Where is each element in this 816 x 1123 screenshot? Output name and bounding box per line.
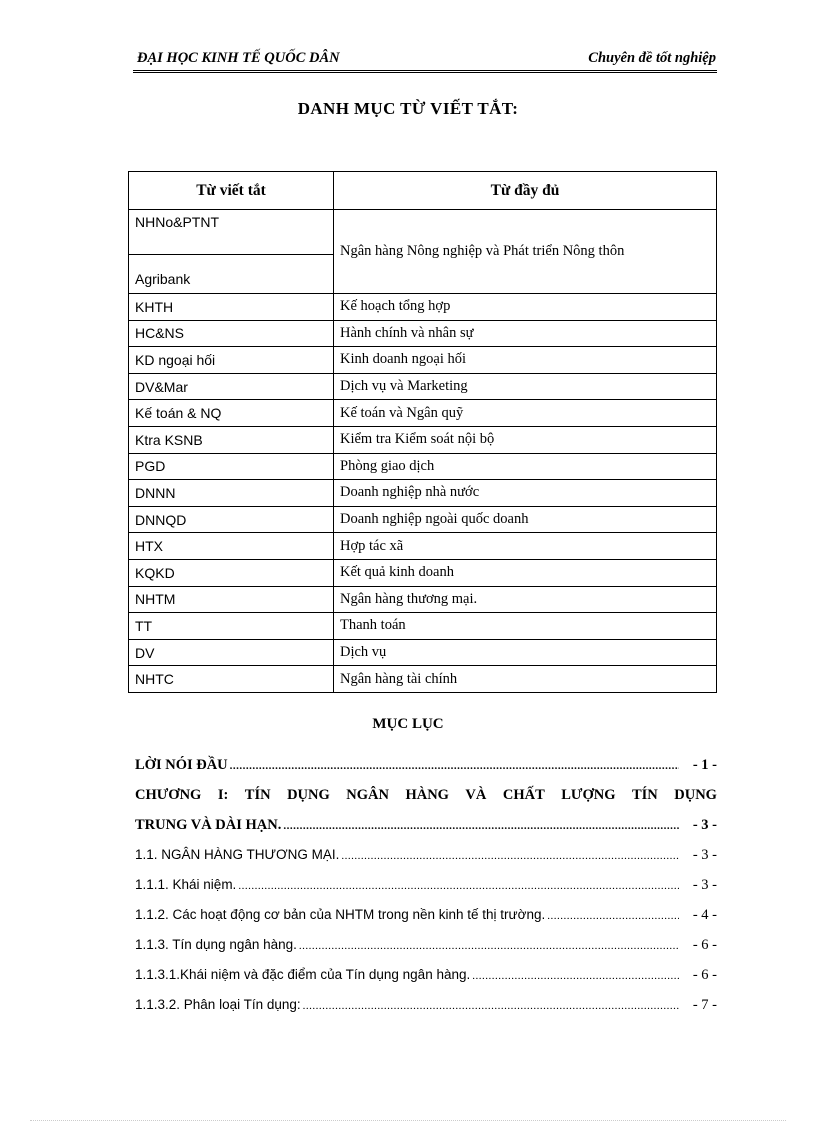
toc-entry-page: - 7 - — [692, 997, 717, 1013]
toc-chapter-word: HÀNG — [405, 787, 449, 803]
full-cell: Ngân hàng thương mại. — [334, 586, 717, 613]
table-row — [129, 400, 717, 427]
full-cell: Dịch vụ — [334, 639, 717, 666]
table-row — [129, 426, 717, 453]
toc-title: MỤC LỤC — [372, 716, 444, 732]
abbr-cell: KD ngoại hối — [129, 347, 334, 374]
toc-chapter-word: TÍN — [244, 787, 271, 803]
toc-entry[interactable] — [135, 900, 717, 930]
table-row — [129, 506, 717, 533]
page-title: DANH MỤC TỪ VIẾT TẮT: — [297, 99, 519, 118]
header-university: ĐẠI HỌC KINH TẾ QUỐC DÂN — [137, 50, 340, 66]
toc-entry-page: - 6 - — [692, 967, 717, 983]
full-cell: Phòng giao dịch — [334, 453, 717, 480]
table-of-contents — [135, 750, 717, 1020]
table-row — [129, 320, 717, 347]
abbr-cell: DNNN — [129, 480, 334, 507]
abbr-cell: TT — [129, 613, 334, 640]
header-document-type: Chuyên đề tốt nghiệp — [588, 50, 716, 66]
toc-chapter-word: CHƯƠNG — [135, 787, 202, 803]
abbr-cell: Agribank — [129, 255, 334, 294]
table-header-row — [129, 172, 717, 210]
table-row — [129, 533, 717, 560]
toc-entry-text: 1.1. NGÂN HÀNG THƯƠNG MẠI. — [135, 847, 340, 862]
toc-leader — [303, 991, 679, 1021]
table-row — [129, 373, 717, 400]
toc-leader — [547, 901, 679, 931]
toc-leader — [341, 841, 679, 871]
header-rule — [133, 70, 717, 73]
abbr-cell: NHTC — [129, 666, 334, 693]
table-row — [129, 666, 717, 693]
full-cell: Hành chính và nhân sự — [334, 320, 717, 347]
full-cell: Hợp tác xã — [334, 533, 717, 560]
toc-entry[interactable] — [135, 750, 717, 780]
toc-entry-text: 1.1.3. Tín dụng ngân hàng. — [135, 937, 297, 952]
toc-entry-text: TRUNG VÀ DÀI HẠN. — [135, 817, 282, 833]
toc-chapter-word: LƯỢNG — [561, 787, 616, 803]
abbr-cell: NHNo&PTNT — [129, 210, 334, 255]
toc-chapter-heading[interactable] — [135, 780, 717, 810]
full-cell: Dịch vụ và Marketing — [334, 373, 717, 400]
abbr-cell: Ktra KSNB — [129, 426, 334, 453]
full-cell: Ngân hàng tài chính — [334, 666, 717, 693]
toc-chapter-word: DỤNG — [287, 787, 330, 803]
full-cell: Kế hoạch tổng hợp — [334, 294, 717, 321]
full-cell: Thanh toán — [334, 613, 717, 640]
toc-entry-page: - 1 - — [692, 757, 717, 773]
toc-chapter-word: DỤNG — [674, 787, 717, 803]
toc-entry[interactable] — [135, 870, 717, 900]
toc-leader — [472, 961, 679, 991]
toc-entry-text: 1.1.3.2. Phân loại Tín dụng: — [135, 997, 301, 1012]
abbr-cell: KHTH — [129, 294, 334, 321]
toc-entry[interactable] — [135, 840, 717, 870]
toc-entry[interactable] — [135, 990, 717, 1020]
toc-leader — [230, 751, 679, 781]
abbr-cell: NHTM — [129, 586, 334, 613]
full-cell: Kiểm tra Kiểm soát nội bộ — [334, 426, 717, 453]
abbr-cell: DNNQD — [129, 506, 334, 533]
full-cell: Kế toán và Ngân quỹ — [334, 400, 717, 427]
footer-rule — [30, 1120, 786, 1121]
table-row — [129, 347, 717, 374]
abbreviation-table — [128, 171, 717, 693]
abbr-cell: Kế toán & NQ — [129, 400, 334, 427]
toc-entry-page: - 6 - — [692, 937, 717, 953]
full-cell: Kinh doanh ngoại hối — [334, 347, 717, 374]
toc-entry-text: LỜI NÓI ĐẦU — [135, 757, 228, 773]
toc-entry[interactable] — [135, 960, 717, 990]
toc-chapter-word: I: — [217, 787, 229, 803]
abbr-cell: PGD — [129, 453, 334, 480]
toc-entry-page: - 3 - — [692, 817, 717, 833]
table-row — [129, 210, 717, 255]
table-row — [129, 453, 717, 480]
toc-leader — [299, 931, 679, 961]
toc-chapter-word: CHẤT — [502, 787, 545, 803]
abbr-cell: HTX — [129, 533, 334, 560]
abbr-cell: KQKD — [129, 559, 334, 586]
toc-leader — [283, 811, 679, 841]
table-row — [129, 559, 717, 586]
column-header-abbr: Từ viết tắt — [129, 172, 334, 210]
toc-entry-page: - 3 - — [692, 847, 717, 863]
table-row — [129, 613, 717, 640]
toc-entry-page: - 3 - — [692, 877, 717, 893]
table-row — [129, 294, 717, 321]
table-row — [129, 639, 717, 666]
toc-chapter-word: TÍN — [631, 787, 658, 803]
toc-entry-text: 1.1.3.1.Khái niệm và đặc điểm của Tín dụng ngân hàng. — [135, 967, 471, 982]
column-header-full: Từ đầy đủ — [334, 172, 717, 210]
table-row — [129, 586, 717, 613]
toc-chapter-word: NGÂN — [346, 787, 389, 803]
full-cell: Ngân hàng Nông nghiệp và Phát triển Nông thôn — [334, 210, 717, 294]
table-row — [129, 480, 717, 507]
full-cell: Doanh nghiệp nhà nước — [334, 480, 717, 507]
full-cell: Kết quả kinh doanh — [334, 559, 717, 586]
toc-entry-text: 1.1.1. Khái niệm. — [135, 877, 237, 892]
full-cell: Doanh nghiệp ngoài quốc doanh — [334, 506, 717, 533]
abbr-cell: DV&Mar — [129, 373, 334, 400]
toc-entry-text: 1.1.2. Các hoạt động cơ bản của NHTM trong nền kinh tế thị trường. — [135, 907, 546, 922]
toc-entry[interactable] — [135, 810, 717, 840]
toc-entry-page: - 4 - — [692, 907, 717, 923]
abbr-cell: DV — [129, 639, 334, 666]
toc-leader — [238, 871, 679, 901]
toc-chapter-word: VÀ — [465, 787, 487, 803]
abbr-cell: HC&NS — [129, 320, 334, 347]
toc-entry[interactable] — [135, 930, 717, 960]
